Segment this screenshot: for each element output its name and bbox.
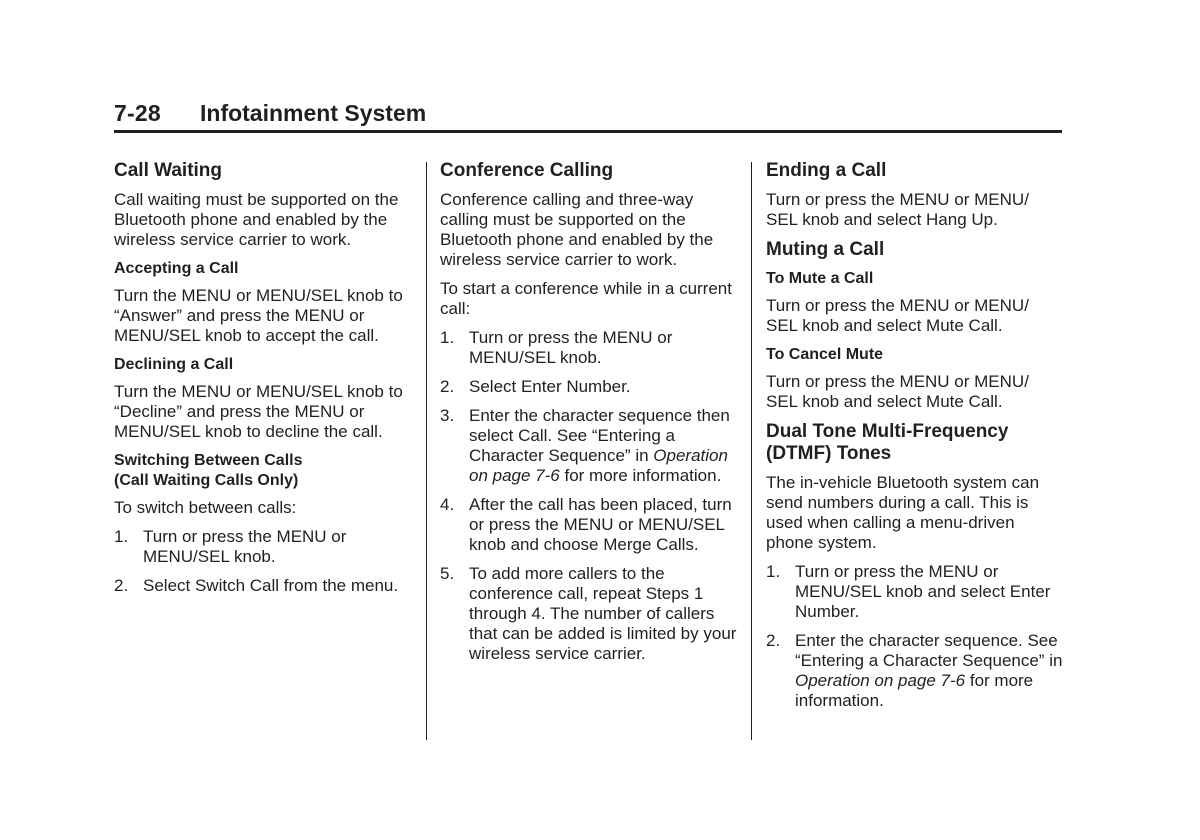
step-text: After the call has been placed, turn or press the MENU or MENU/SEL knob and choose Merge Calls.	[469, 495, 732, 554]
page-reference-link[interactable]: Operation on page 7-6	[795, 671, 966, 690]
step-number: 2.	[114, 576, 129, 595]
step-text-part: for more information.	[559, 466, 722, 485]
list-item	[440, 406, 738, 486]
step-text: Select Switch Call from the menu.	[143, 576, 399, 595]
step-text: Turn or press the MENU or MENU/SEL knob.	[143, 527, 347, 566]
list-item	[440, 564, 738, 664]
step-text-part: for more information.	[795, 671, 1034, 710]
switch-steps-list	[114, 527, 412, 596]
page-header	[114, 100, 1062, 133]
call-waiting-heading: Call Waiting	[114, 160, 223, 181]
list-item	[440, 495, 738, 555]
list-item	[114, 527, 412, 567]
dtmf-steps-list	[766, 562, 1064, 711]
step-text	[795, 631, 1062, 710]
cancel-mute-heading: To Cancel Mute	[766, 346, 884, 363]
step-number: 1.	[766, 562, 781, 581]
declining-call-text: Turn the MENU or MENU/SEL knob to “Decline” and press the MENU or MENU/SEL knob to decline the call.	[114, 382, 403, 441]
step-number: 4.	[440, 495, 455, 514]
section-title: Infotainment System	[200, 100, 427, 126]
column-conference-calling	[440, 160, 738, 673]
step-text	[469, 406, 730, 485]
dtmf-heading: Dual Tone Multi-Frequency (DTMF) Tones	[766, 421, 1009, 464]
accepting-call-heading: Accepting a Call	[114, 260, 239, 277]
switching-calls-heading-line2: (Call Waiting Calls Only)	[114, 472, 299, 489]
list-item	[766, 631, 1064, 711]
list-item	[766, 562, 1064, 622]
conference-calling-intro: Conference calling and three-way calling must be supported on the Bluetooth phone and enabled by the wireless service carrier to work.	[440, 190, 714, 269]
muting-call-heading: Muting a Call	[766, 239, 885, 260]
switching-calls-intro: To switch between calls:	[114, 498, 297, 517]
list-item	[440, 328, 738, 368]
step-text: Select Enter Number.	[469, 377, 631, 396]
ending-call-heading: Ending a Call	[766, 160, 887, 181]
declining-call-heading: Declining a Call	[114, 356, 234, 373]
page-number: 7-28	[114, 100, 161, 126]
step-number: 1.	[440, 328, 455, 347]
mute-call-heading: To Mute a Call	[766, 270, 874, 287]
conference-calling-heading: Conference Calling	[440, 160, 614, 181]
conference-steps-list	[440, 328, 738, 664]
step-number: 2.	[440, 377, 455, 396]
step-number: 2.	[766, 631, 781, 650]
ending-call-text: Turn or press the MENU or MENU/ SEL knob and select Hang Up.	[766, 190, 1029, 229]
step-text-part: Enter the character sequence. See “Entering a Character Sequence” in	[795, 631, 1063, 670]
conference-start-text: To start a conference while in a current call:	[440, 279, 732, 318]
step-text-part: Enter the character sequence then select Call. See “Entering a Character Sequence” in	[469, 406, 730, 465]
cancel-mute-text: Turn or press the MENU or MENU/ SEL knob and select Mute Call.	[766, 372, 1029, 411]
accepting-call-text: Turn the MENU or MENU/SEL knob to “Answer” and press the MENU or MENU/SEL knob to accept the call.	[114, 286, 403, 345]
column-divider-2	[751, 162, 752, 740]
switching-calls-heading-line1: Switching Between Calls	[114, 452, 303, 469]
page-reference-link[interactable]: Operation on page 7-6	[469, 446, 728, 485]
list-item	[114, 576, 412, 596]
column-call-waiting	[114, 160, 412, 605]
mute-call-text: Turn or press the MENU or MENU/ SEL knob and select Mute Call.	[766, 296, 1029, 335]
step-number: 3.	[440, 406, 455, 425]
step-text: Turn or press the MENU or MENU/SEL knob.	[469, 328, 673, 367]
step-number: 5.	[440, 564, 455, 583]
list-item	[440, 377, 738, 397]
dtmf-intro: The in-vehicle Bluetooth system can send numbers during a call. This is used when calling a menu-driven phone system.	[766, 473, 1040, 552]
switching-calls-heading	[114, 451, 412, 491]
column-divider-1	[426, 162, 427, 740]
step-number: 1.	[114, 527, 129, 546]
call-waiting-intro: Call waiting must be supported on the Bluetooth phone and enabled by the wireless service carrier to work.	[114, 190, 399, 249]
step-text: Turn or press the MENU or MENU/SEL knob and select Enter Number.	[795, 562, 1051, 621]
column-ending-muting-dtmf	[766, 160, 1064, 720]
step-text: To add more callers to the conference call, repeat Steps 1 through 4. The number of callers that can be added is limited by your wireless service carrier.	[469, 564, 737, 663]
